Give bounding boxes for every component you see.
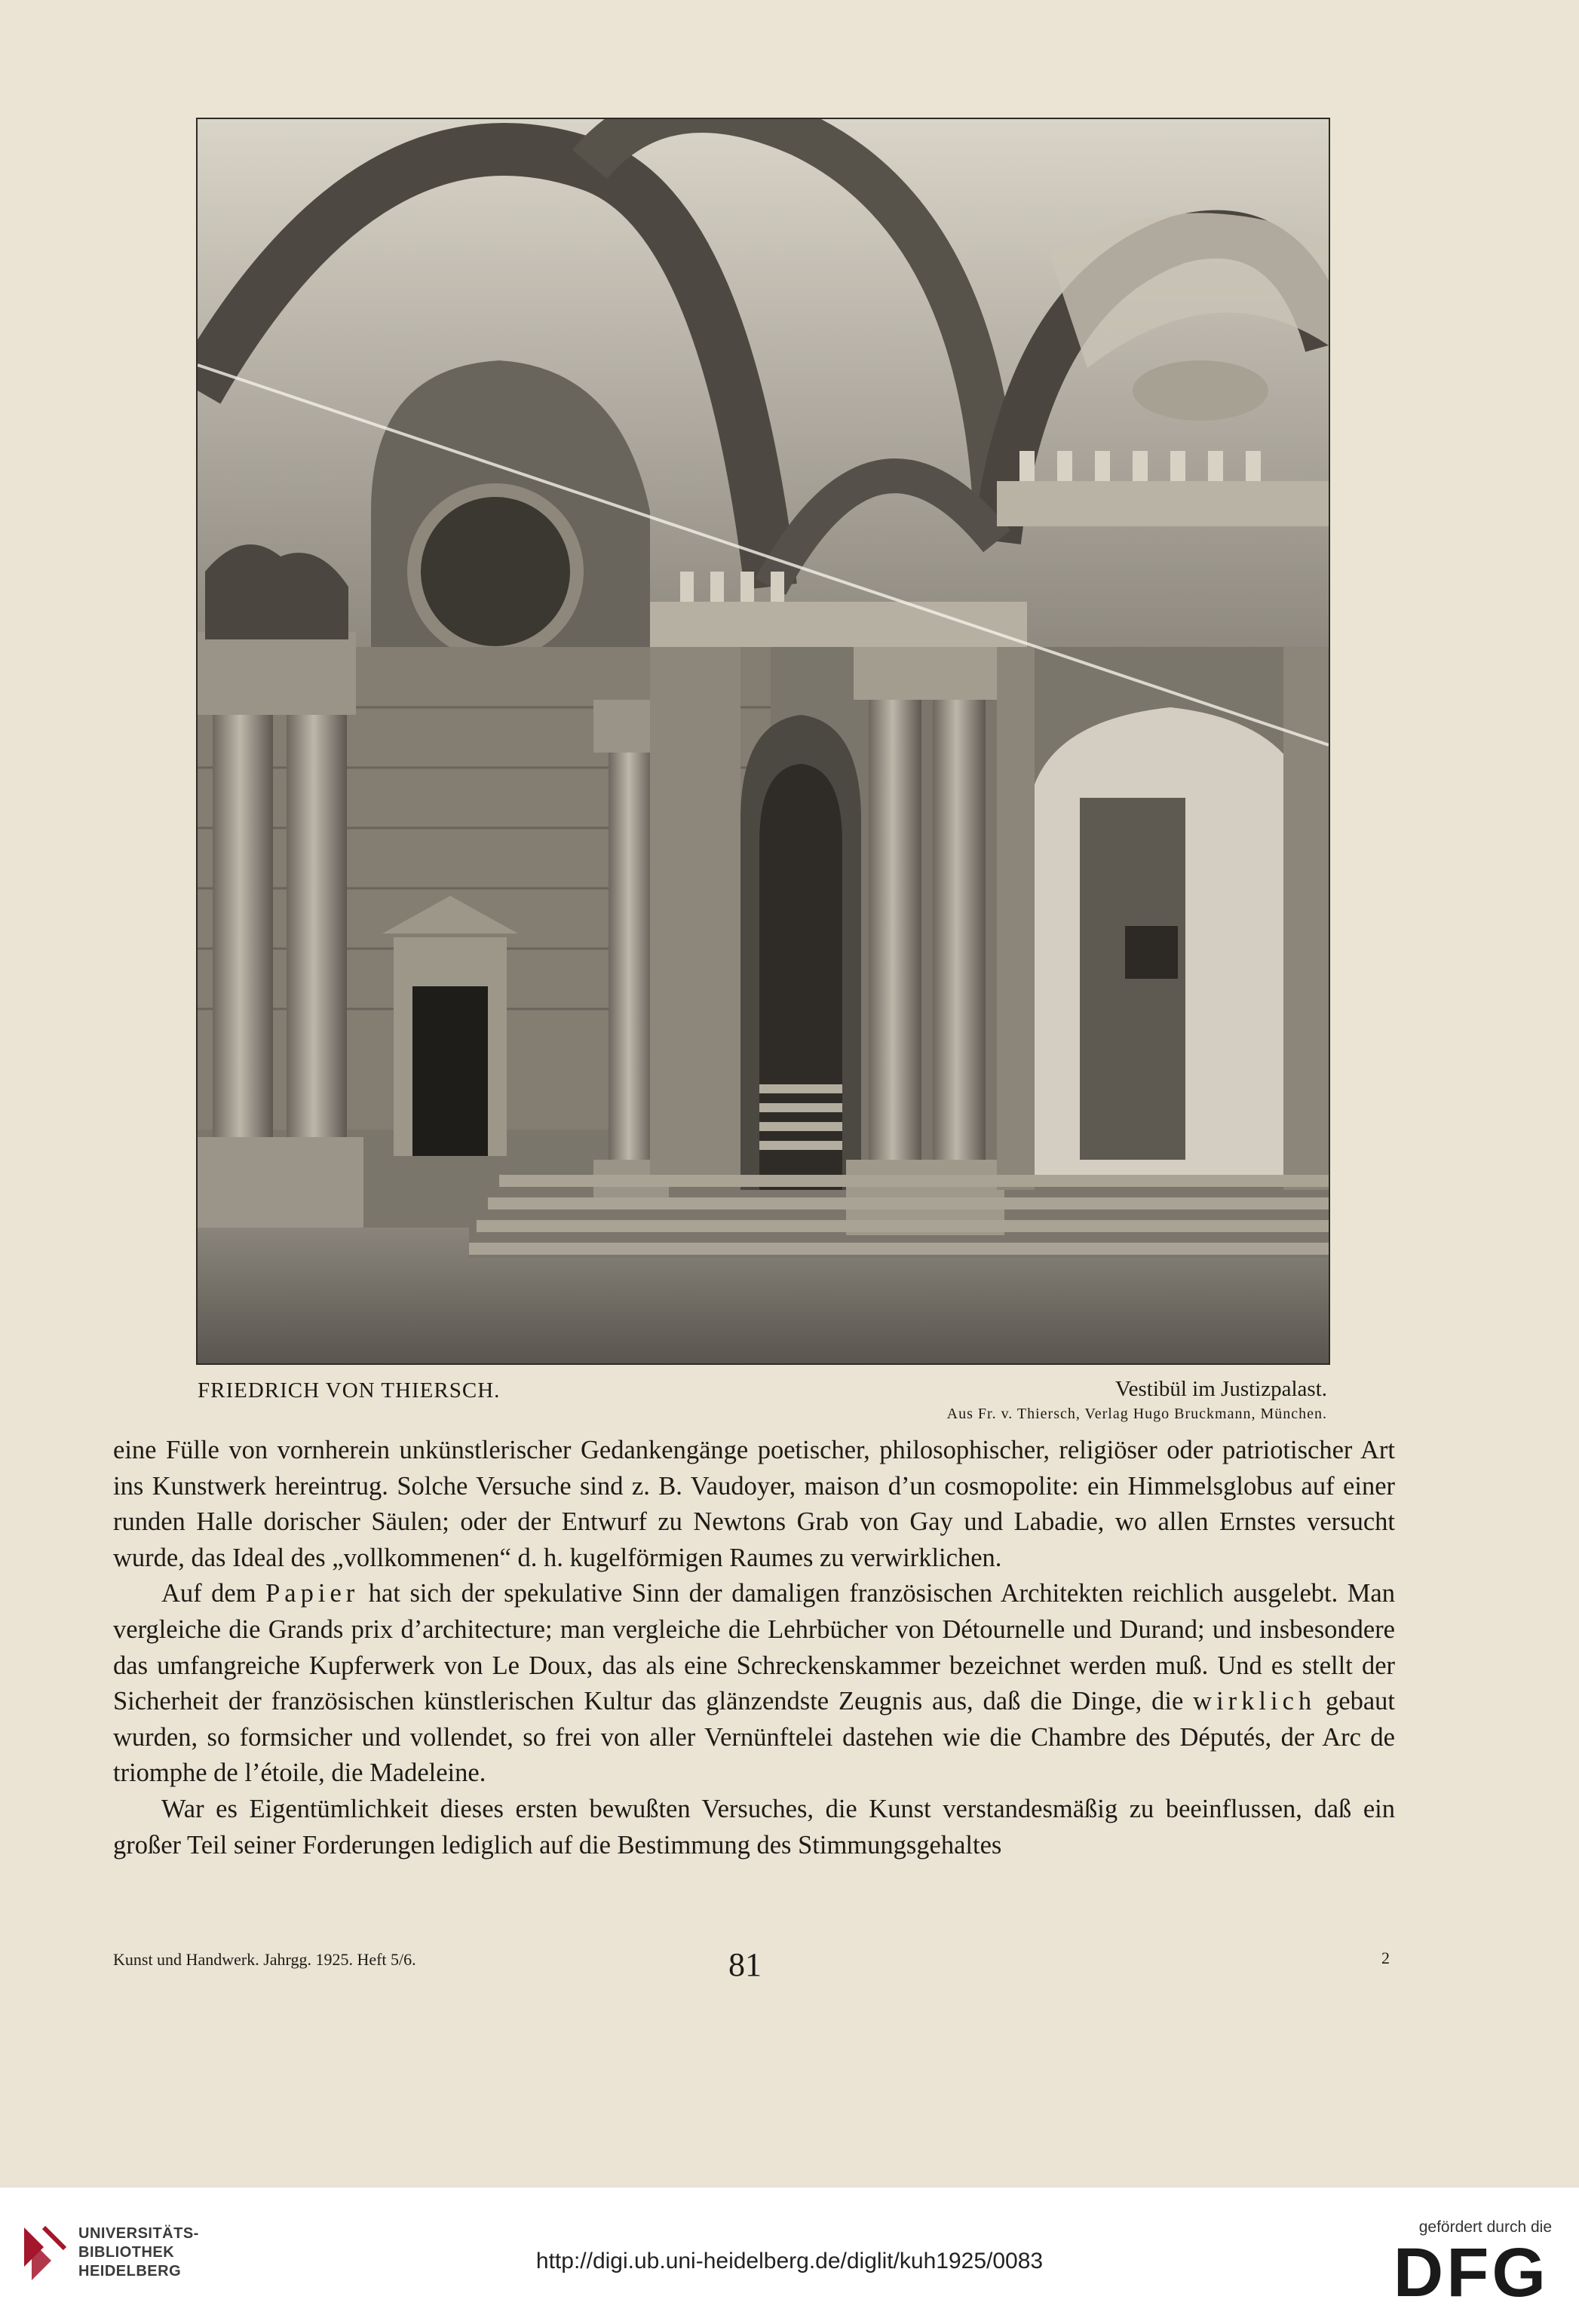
dfg-logo[interactable]: DFG <box>1393 2234 1549 2311</box>
paragraph-2-end: gebaut wurden, so formsicher und vollendet, so frei von aller Vernünftelei dastehen wie die Chambre des Députés, der Arc de triomphe de l’étoile, die Madeleine. <box>113 1687 1395 1788</box>
library-line-3: HEIDELBERG <box>78 2263 182 2280</box>
paragraph-2-start: Auf dem <box>161 1579 256 1608</box>
signature-mark: 2 <box>1381 1948 1390 1967</box>
funding-text: gefördert durch die <box>1418 2218 1552 2236</box>
paragraph-2 <box>113 1576 1395 1792</box>
library-line-1: UNIVERSITÄTS- <box>78 2225 199 2242</box>
caption-title: Vestibül im Justizpalast. <box>1114 1377 1327 1401</box>
vestibule-photograph <box>198 119 1329 1363</box>
emphasis-papier: Papier <box>265 1579 360 1608</box>
paragraph-2-middle: hat sich der spekulative Sinn der damaligen französischen Architekten reichlich ausgelebt. Man vergleiche die Grands prix d’architecture; man vergleiche die Lehrbücher von Détournelle und Durand; und insbesondere das umfangreiche Kupferwerk von Le Doux, das als eine Schreckenskammer bezeichnet werden muß. Und es stellt der Sicherheit der französischen künstlerischen Kultur das glänzendste Zeugnis aus, daß die Dinge, die <box>113 1579 1395 1716</box>
architecture-illustration <box>198 119 1329 1363</box>
paragraph-1: eine Fülle von vornherein unkünstlerischer Gedankengänge poetischer, philosophischer, religiöser oder patriotischer Art ins Kunstwerk hereintrug. Solche Versuche sind z. B. Vaudoyer, maison d’un cosmopolite: ein Himmelsglobus auf einer runden Halle dorischer Säulen; oder der Entwurf zu Newtons Grab von Gay und Labadie, wo allen Ernstes versucht wurde, das Ideal des „vollkommenen“ d. h. kugelförmigen Raumes zu verwirklichen. <box>113 1436 1395 1572</box>
page-number: 81 <box>728 1946 762 1983</box>
paragraph-3: War es Eigentümlichkeit dieses ersten bewußten Versuches, die Kunst verstandesmäßig zu beeinflussen, daß ein großer Teil seiner Forderungen lediglich auf die Bestimmung des Stimmungsgehaltes <box>113 1794 1395 1860</box>
emphasis-wirklich: wirklich <box>1193 1687 1317 1716</box>
article-text <box>113 1433 1395 1863</box>
source-url-link[interactable]: http://digi.ub.uni-heidelberg.de/diglit/kuh1925/0083 <box>535 2249 1044 2273</box>
caption-credit: Aus Fr. v. Thiersch, Verlag Hugo Bruckmann, München. <box>946 1406 1327 1422</box>
library-line-2: BIBLIOTHEK <box>78 2244 175 2261</box>
journal-line: Kunst und Handwerk. Jahrgg. 1925. Heft 5/6. <box>113 1950 416 1969</box>
caption-artist: FRIEDRICH VON THIERSCH. <box>198 1378 501 1403</box>
